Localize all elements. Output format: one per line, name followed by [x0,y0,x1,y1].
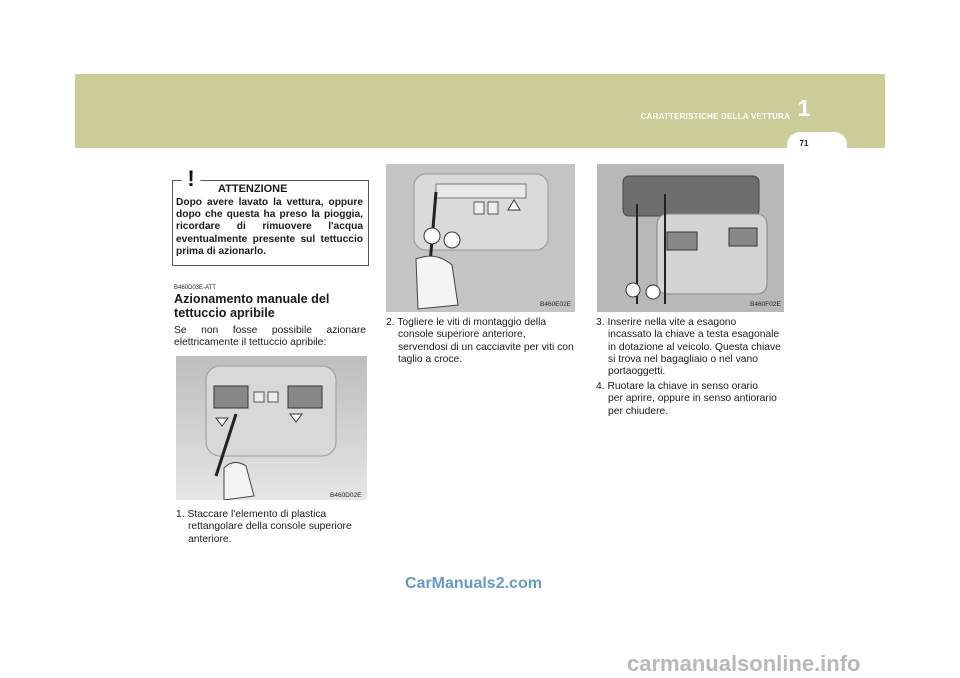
step-4-rest: per aprire, oppure in senso antiorario per chiudere. [608,393,777,417]
step-4 [596,381,786,418]
warning-title: ATTENZIONE [218,183,288,195]
step-3-rest: incassato la chiave a testa esagonale in dotazione al veicolo. Questa chiave si trova nel bagagliaio o nel vano portaoggetti. [608,329,781,378]
page-number: 71 [799,139,809,148]
watermark-bottom-link[interactable]: carmanualsonline.info [627,651,861,676]
figure-hex-key [597,164,784,312]
step-2 [386,317,576,366]
figure-label-2: B460E02E [540,301,572,308]
figure-label-3: B460F02E [750,301,781,308]
step-1-number: 1. [176,509,185,520]
svg-text:!: ! [187,166,195,190]
step-4-number: 4. [596,381,605,392]
figure-console-removal [176,356,367,500]
figure-screw-removal [386,164,575,312]
header-band [75,74,885,148]
step-1 [176,509,366,546]
step-3 [596,317,786,378]
step-3-first-line: Inserire nella vite a esagono [607,317,737,328]
section-code: B460D03E-ATT [174,285,216,291]
step-2-number: 2. [386,317,395,328]
step-1-rest: rettangolare della console superiore anteriore. [188,521,352,545]
figure-label-1: B460D02E [330,492,362,499]
step-1-first-line: Staccare l'elemento di plastica [187,509,327,520]
section-intro: Se non fosse possibile azionare elettricamente il tettuccio apribile: [174,325,366,349]
chapter-title: CARATTERISTICHE DELLA VETTURA [640,112,790,121]
warning-triangle-icon [176,162,206,195]
warning-text: Dopo avere lavato la vettura, oppure dopo che questa ha preso la pioggia, ricordare di rimuovere l'acqua eventualmente presente sul tettuccio prima di azionarlo. [176,197,363,257]
step-3-number: 3. [596,317,605,328]
section-title: Azionamento manuale del tettuccio apribile [174,292,330,320]
step-4-first-line: Ruotare la chiave in senso orario [607,381,759,392]
chapter-number: 1 [797,95,811,121]
watermark-top-link[interactable]: CarManuals2.com [405,575,542,592]
step-2-first-line: Togliere le viti di montaggio della [397,317,547,328]
step-2-rest: console superiore anteriore, servendosi di un cacciavite per viti con taglio a croce. [398,329,574,365]
